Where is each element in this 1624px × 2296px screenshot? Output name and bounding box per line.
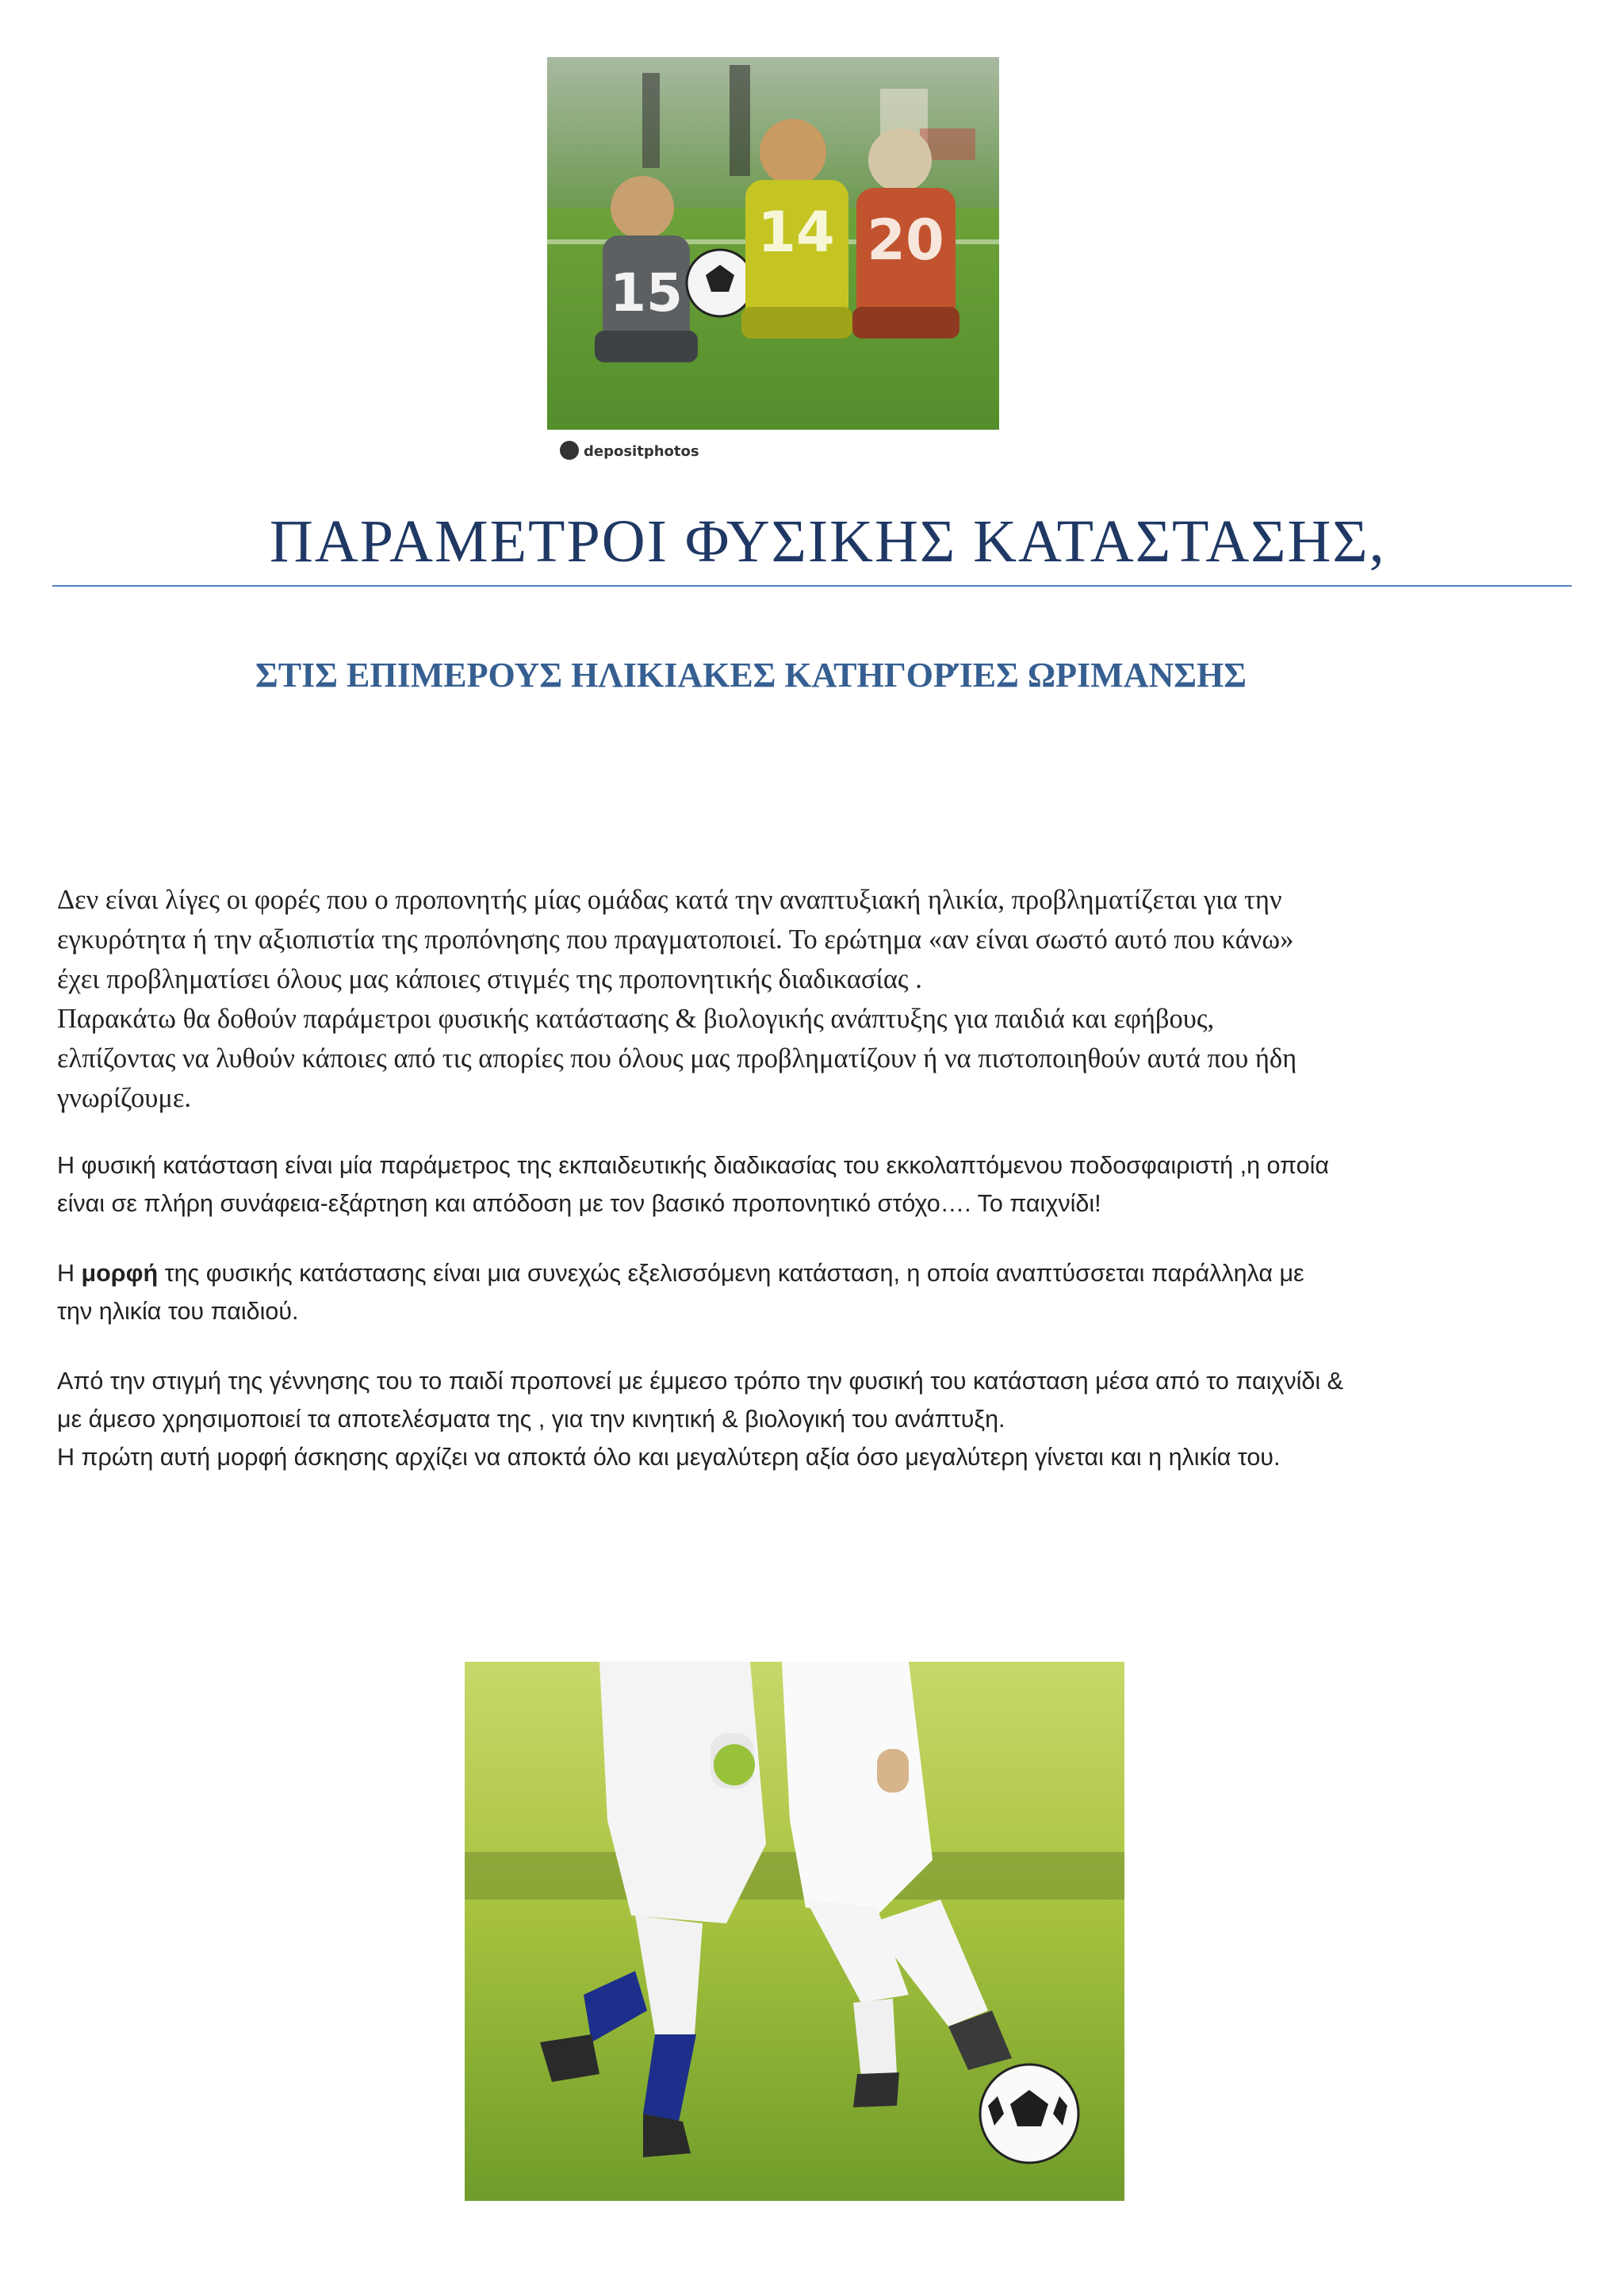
body-paragraph-3 [57, 1362, 1572, 1476]
title-underline [52, 585, 1572, 587]
photo-kids-soccer-icon [547, 57, 999, 471]
body-line [57, 1254, 1572, 1292]
body-text: Η [57, 1260, 82, 1287]
intro-line: έχει προβληματίσει όλους μας κάποιες στιγμές της προπονητικής διαδικασίας . [57, 964, 922, 994]
body-paragraph-1 [57, 1146, 1572, 1223]
intro-line: ελπίζοντας να λυθούν κάποιες από τις απορίες που όλους μας προβληματίζουν ή να πιστοποιηθούν αυτά που ήδη [57, 1043, 1297, 1073]
intro-paragraph [57, 880, 1572, 1118]
body-text: της φυσικής κατάστασης είναι μια συνεχώς εξελισσόμενη κατάσταση, η οποία αναπτύσσεται παράλληλα με [158, 1260, 1304, 1287]
body-line: με άμεσο χρησιμοποιεί τα αποτελέσματα της , για την κινητική & βιολογική του ανάπτυξη. [57, 1406, 1005, 1433]
photo-soccer-players-icon [465, 1662, 1124, 2201]
intro-line: γνωρίζουμε. [57, 1083, 191, 1113]
body-line: την ηλικία του παιδιού. [57, 1298, 299, 1325]
body-line: Από την στιγμή της γέννησης του το παιδί προπονεί με έμμεσο τρόπο την φυσική του κατάσταση μέσα από το παιχνίδι & [57, 1368, 1343, 1395]
kids-soccer-illustration [547, 57, 999, 471]
body-paragraph-2 [57, 1254, 1572, 1330]
page-title: ΠΑΡΑΜΕΤΡΟΙ ΦΥΣΙΚΗΣ ΚΑΤΑΣΤΑΣΗΣ, [270, 508, 1386, 575]
intro-line: Δεν είναι λίγες οι φορές που ο προπονητής μίας ομάδας κατά την αναπτυξιακή ηλικία, προβληματίζεται για την [57, 885, 1282, 915]
soccer-players-illustration [465, 1662, 1124, 2201]
body-line: Η φυσική κατάσταση είναι μία παράμετρος της εκπαιδευτικής διαδικασίας του εκκολαπτόμενου ποδοσφαιριστή ,η οποία [57, 1152, 1330, 1179]
intro-line: εγκυρότητα ή την αξιοπιστία της προπόνησης που πραγματοποιεί. Το ερώτημα «αν είναι σωστό αυτό που κάνω» [57, 924, 1294, 955]
body-line: είναι σε πλήρη συνάφεια-εξάρτηση και απόδοση με τον βασικό προπονητικό στόχο…. Το παιχνίδι! [57, 1190, 1101, 1217]
jersey-number-15: 15 [610, 262, 683, 323]
page-subtitle: ΣΤΙΣ ΕΠΙΜΕΡΟΥΣ ΗΛΙΚΙΑΚΕΣ ΚΑΤΗΓΟΡΊΕΣ ΩΡΙΜΑΝΣΗΣ [255, 656, 1247, 695]
depositphotos-watermark: depositphotos [584, 443, 699, 460]
emphasis-text: μορφή [81, 1260, 159, 1287]
jersey-number-14: 14 [757, 200, 835, 265]
jersey-number-20: 20 [867, 208, 944, 273]
intro-line: Παρακάτω θα δοθούν παράμετροι φυσικής κατάστασης & βιολογικής ανάπτυξης για παιδιά και εφήβους, [57, 1004, 1215, 1034]
body-line: Η πρώτη αυτή μορφή άσκησης αρχίζει να αποκτά όλο και μεγαλύτερη αξία όσο μεγαλύτερη γίνεται και η ηλικία του. [57, 1444, 1281, 1471]
